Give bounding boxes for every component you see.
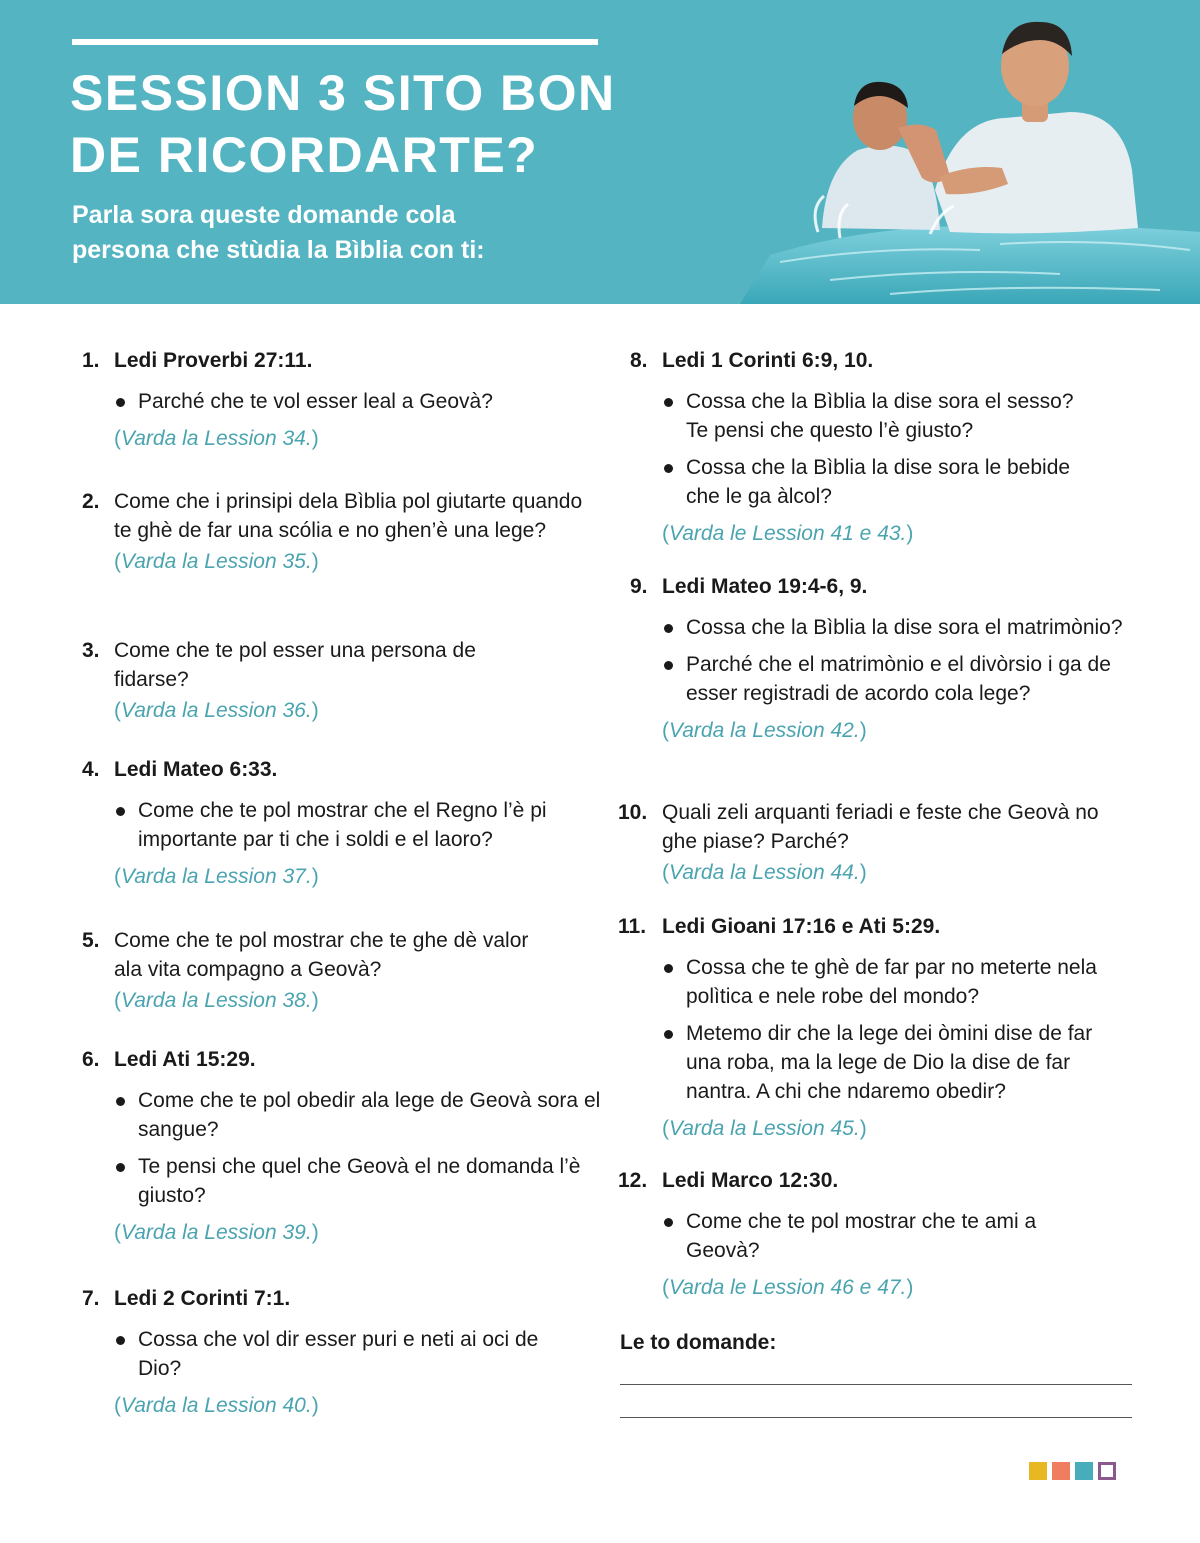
question-text: Ledi Ati 15:29. bbox=[114, 1048, 256, 1071]
question-text: Ledi Gioani 17:16 e Ati 5:29. bbox=[662, 915, 941, 938]
question-text: Ledi Mateo 19:4-6, 9. bbox=[662, 575, 868, 598]
bullet-item: Parché che el matrimònio e el divòrsio i ga de esser registradi de acordo cola lege? bbox=[662, 650, 1130, 708]
bullet-item: Come che te pol obedir ala lege de Geovà sora el sangue? bbox=[114, 1086, 602, 1144]
your-questions-label: Le to domande: bbox=[620, 1331, 777, 1354]
question-1 bbox=[82, 346, 602, 453]
question-9 bbox=[630, 572, 1160, 745]
bullet-list bbox=[630, 613, 1130, 708]
question-number: 1. bbox=[82, 349, 100, 372]
question-number: 3. bbox=[82, 639, 100, 662]
bullet-list bbox=[82, 387, 602, 416]
color-squares-decoration bbox=[1029, 1462, 1116, 1480]
bullet-list bbox=[82, 796, 602, 854]
question-5 bbox=[82, 926, 532, 1015]
question-7 bbox=[82, 1284, 542, 1420]
question-text: Quali zeli arquanti feriadi e feste che Geovà no ghe piase? Parché? bbox=[662, 801, 1099, 853]
subtitle-line-1: Parla sora queste domande cola bbox=[72, 201, 456, 229]
question-number: 2. bbox=[82, 490, 100, 513]
question-number: 6. bbox=[82, 1048, 100, 1071]
question-10 bbox=[618, 798, 1118, 887]
bullet-list bbox=[82, 1086, 602, 1210]
question-number: 11. bbox=[618, 915, 647, 938]
bullet-item: Come che te pol mostrar che el Regno l’è pi importante par ti che i soldi e el laoro? bbox=[114, 796, 602, 854]
question-text: Come che te pol mostrar che te ghe dè valor ala vita compagno a Geovà? bbox=[114, 929, 529, 981]
title-line-2: DE RICORDARTE? bbox=[70, 127, 539, 183]
answer-line[interactable] bbox=[620, 1384, 1132, 1385]
header-banner bbox=[0, 0, 1200, 304]
bullet-item: Cossa che la Bìblia la dise sora le bebide che le ga àlcol? bbox=[662, 453, 1090, 511]
bullet-list bbox=[630, 953, 1098, 1106]
lesson-reference: (Varda la Lession 44.) bbox=[662, 861, 867, 884]
bullet-item: Come che te pol mostrar che te ami a Geovà? bbox=[662, 1207, 1050, 1265]
lesson-reference: (Varda la Lession 36.) bbox=[114, 699, 319, 722]
page-title bbox=[70, 62, 690, 186]
bullet-list bbox=[630, 387, 1090, 511]
bullet-item: Cossa che la Bìblia la dise sora el sesso? Te pensi che questo l’è giusto? bbox=[662, 387, 1090, 445]
question-12 bbox=[618, 1166, 1148, 1302]
subtitle-line-2: persona che stùdia la Bìblia con ti: bbox=[72, 236, 485, 264]
question-3 bbox=[82, 636, 482, 725]
question-text: Come che te pol esser una persona de fidarse? bbox=[114, 639, 476, 691]
teal-square bbox=[1075, 1462, 1093, 1480]
question-number: 8. bbox=[630, 349, 648, 372]
orange-square bbox=[1052, 1462, 1070, 1480]
question-text: Ledi Proverbi 27:11. bbox=[114, 349, 313, 372]
bullet-item: Cossa che te ghè de far par no meterte nela polìtica e nele robe del mondo? bbox=[662, 953, 1098, 1011]
answer-line[interactable] bbox=[620, 1417, 1132, 1418]
lesson-reference: (Varda la Lession 34.) bbox=[114, 427, 319, 450]
question-text: Ledi Marco 12:30. bbox=[662, 1169, 839, 1192]
page-subtitle bbox=[72, 198, 632, 268]
question-text: Come che i prinsipi dela Bìblia pol giutarte quando te ghè de far una scólia e no ghen’è una lege? bbox=[114, 490, 583, 542]
lesson-reference: (Varda la Lession 37.) bbox=[114, 865, 319, 888]
bullet-item: Cossa che la Bìblia la dise sora el matrimònio? bbox=[662, 613, 1130, 642]
bullet-list bbox=[630, 1207, 1050, 1265]
lesson-reference: (Varda la Lession 42.) bbox=[662, 719, 867, 742]
bullet-item: Te pensi che quel che Geovà el ne domanda l’è giusto? bbox=[114, 1152, 602, 1210]
question-number: 5. bbox=[82, 929, 100, 952]
question-text: Ledi Mateo 6:33. bbox=[114, 758, 278, 781]
baptism-illustration bbox=[740, 0, 1200, 304]
question-number: 4. bbox=[82, 758, 100, 781]
question-number: 10. bbox=[618, 801, 648, 824]
question-6 bbox=[82, 1045, 602, 1247]
lesson-reference: (Varda la Lession 38.) bbox=[114, 989, 319, 1012]
question-text: Ledi 1 Corinti 6:9, 10. bbox=[662, 349, 874, 372]
lesson-reference: (Varda la Lession 35.) bbox=[114, 550, 319, 573]
question-2 bbox=[82, 487, 602, 576]
question-8 bbox=[630, 346, 1160, 548]
bullet-item: Metemo dir che la lege dei òmini dise de far una roba, ma la lege de Dio la dise de far nantra. A chi che ndaremo obedir? bbox=[662, 1019, 1098, 1106]
bullet-item: Cossa che vol dir esser puri e neti ai oci de Dio? bbox=[114, 1325, 542, 1383]
question-number: 12. bbox=[618, 1169, 648, 1192]
lesson-reference: (Varda la Lession 40.) bbox=[114, 1394, 319, 1417]
header-rule bbox=[72, 39, 598, 45]
question-text: Ledi 2 Corinti 7:1. bbox=[114, 1287, 291, 1310]
lesson-reference: (Varda le Lession 46 e 47.) bbox=[662, 1276, 914, 1299]
lesson-reference: (Varda la Lession 45.) bbox=[662, 1117, 867, 1140]
bullet-list bbox=[82, 1325, 542, 1383]
question-number: 7. bbox=[82, 1287, 100, 1310]
bullet-item: Parché che te vol esser leal a Geovà? bbox=[114, 387, 602, 416]
title-line-1: SESSION 3 SITO BON bbox=[70, 65, 616, 121]
lesson-reference: (Varda la Lession 39.) bbox=[114, 1221, 319, 1244]
lesson-reference: (Varda le Lession 41 e 43.) bbox=[662, 522, 914, 545]
purple-outline-square bbox=[1098, 1462, 1116, 1480]
question-11 bbox=[618, 912, 1148, 1143]
question-number: 9. bbox=[630, 575, 648, 598]
question-4 bbox=[82, 755, 602, 891]
yellow-square bbox=[1029, 1462, 1047, 1480]
